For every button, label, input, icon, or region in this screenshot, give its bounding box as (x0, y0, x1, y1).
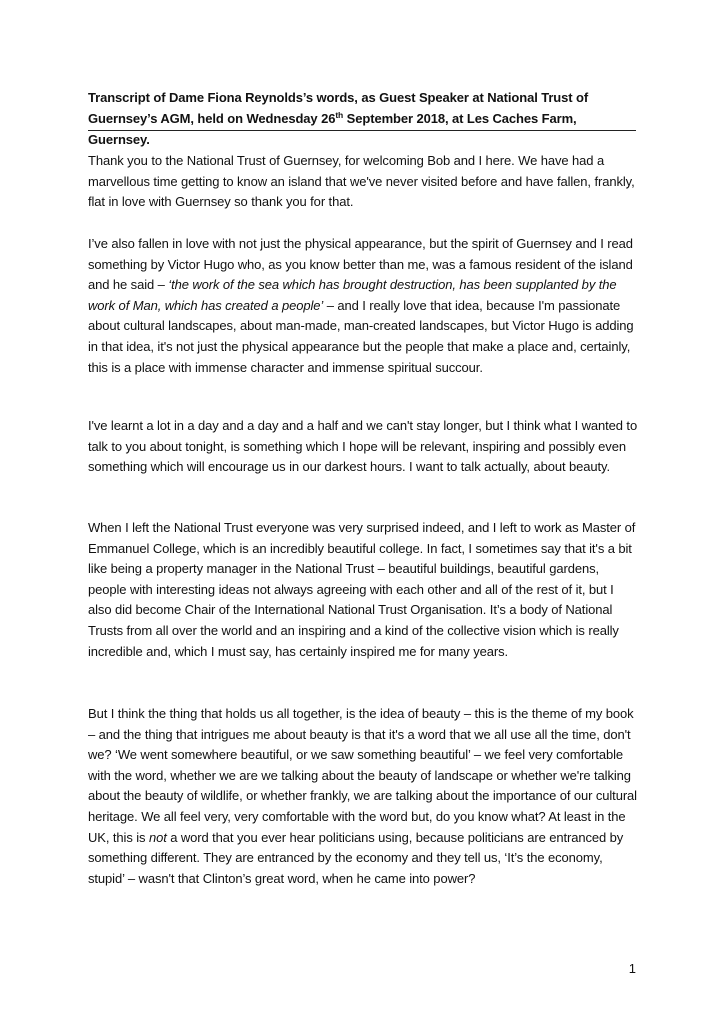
document-title (88, 87, 636, 150)
victor-hugo-quote: ‘the work of the sea which has brought destruction, has been supplanted by the work of Man, which has created a people’ (88, 277, 617, 313)
emphasized-word: not (148, 829, 167, 845)
paragraph-4: When I left the National Trust everyone was very surprised indeed, and I left to work as Master of Emmanuel College, which is an incredibly beautiful college. In fact, I sometimes say that it's a bit like being a property manager in the National Trust – beautiful buildings, beautiful gardens, people with interesting ideas not always agreeing with each other and all of the rest of it, but I also did become Chair of the International National Trust Organisation. It’s a body of National Trusts from all over the world and an inspiring and a kind of the collective vision which is really incredible and, which I must say, has certainly inspired me for many years. (88, 520, 636, 659)
paragraph-2-text-after-quote: – and I really love that idea, because I'm passionate about cultural landscapes, about man-made, man-created landscapes, but Victor Hugo is adding in that idea, it's not just the physical appearance but the people that make a place and, certainly, this is a place with immense character and immense spiritual succour. (88, 297, 634, 375)
paragraph-3: I've learnt a lot in a day and a day and a half and we can't stay longer, but I think what I wanted to talk to you about tonight, is something which I hope will be relevant, inspiring and possibly even something which will encourage us in our darkest hours. I want to talk actually, about beauty. (88, 418, 638, 475)
paragraph-5-text-before-emphasis: But I think the thing that holds us all together, is the idea of beauty – this is the theme of my book – and the thing that intrigues me about beauty is that it's a word that we all use all the time, don't we? ‘We went somewhere beautiful, or we saw something beautiful’ – we feel very comfortable with the word, whether we are we talking about the beauty of landscape or whether we're talking about the beauty of wildlife, or whether frankly, we are talking about the importance of our cultural heritage. We all feel very, very comfortable with the word but, do you know what? At least in the UK, this is (88, 706, 637, 845)
page-number: 1 (628, 961, 636, 976)
title-text-part2: September 2018, at Les Caches Farm, Guernsey. (88, 111, 577, 147)
paragraph-1: Thank you to the National Trust of Guernsey, for welcoming Bob and I here. We have had a marvellous time getting to know an island that we've never visited before and have fallen, frankly, flat in love with Guernsey so thank you for that. (88, 153, 635, 210)
paragraph-2 (88, 234, 640, 378)
title-date-superscript: th (335, 110, 344, 120)
title-underline-divider (88, 130, 636, 131)
paragraph-2-text-before-quote: I’ve also fallen in love with not just the physical appearance, but the spirit of Guernsey and I read something by Victor Hugo who, as you know better than me, was a famous resident of the island and he said – (88, 236, 633, 293)
paragraph-5-text-after-emphasis: a word that you ever hear politicians using, because politicians are entranced by something different. They are entranced by the economy and they tell us, ‘It’s the economy, stupid’ – wasn't that Clinton’s great word, when he came into power? (88, 829, 624, 886)
title-text-part1: Transcript of Dame Fiona Reynolds’s words, as Guest Speaker at National Trust of Guernsey’s AGM, held on Wednesday 26 (88, 90, 589, 126)
paragraph-5 (88, 704, 640, 889)
